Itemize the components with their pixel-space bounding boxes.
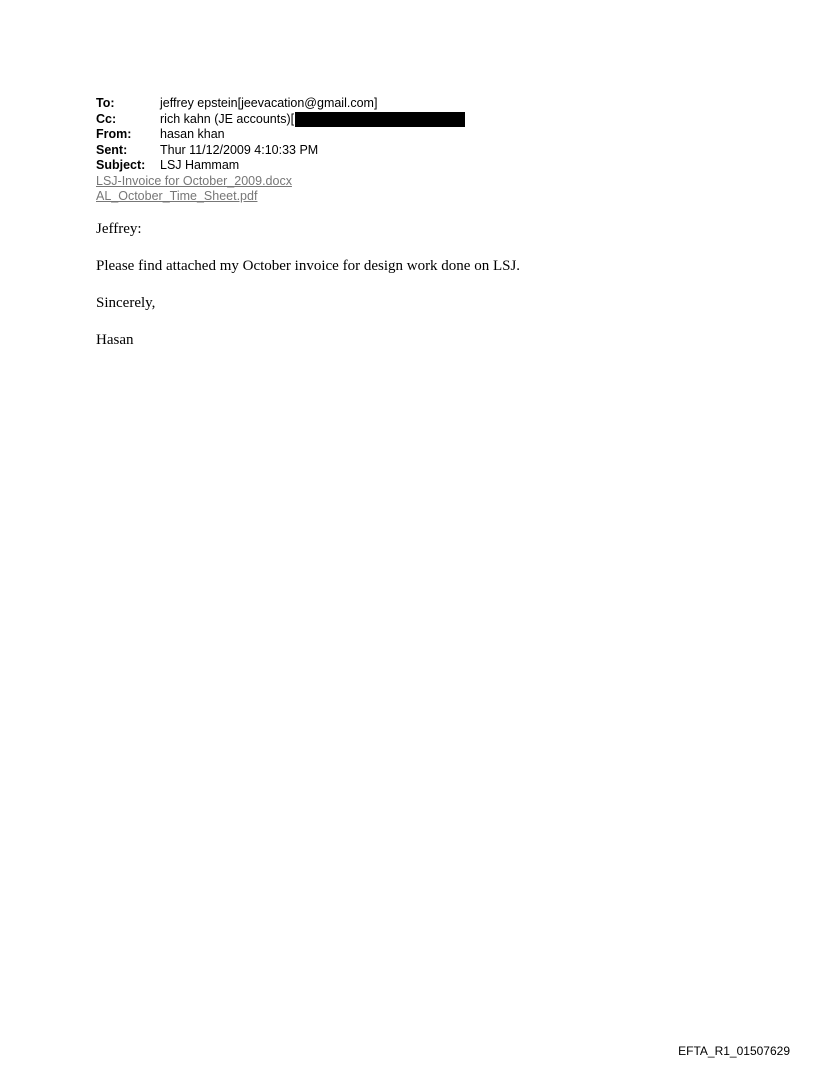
to-row <box>96 96 465 112</box>
attachment-link-timesheet[interactable]: AL_October_Time_Sheet.pdf <box>96 189 258 203</box>
from-row <box>96 127 465 143</box>
subject-value: LSJ Hammam <box>160 158 240 172</box>
subject-label: Subject: <box>96 158 146 172</box>
email-header <box>96 96 465 205</box>
signature: Hasan <box>96 332 134 348</box>
to-label: To: <box>96 96 115 110</box>
body-paragraph: Please find attached my October invoice for design work done on LSJ. <box>96 258 521 274</box>
sent-label: Sent: <box>96 142 128 157</box>
email-body <box>96 220 736 368</box>
subject-row <box>96 158 465 174</box>
sent-value: Thur 11/12/2009 4:10:33 PM <box>160 142 319 157</box>
document-id: EFTA_R1_01507629 <box>678 1044 790 1058</box>
cc-value: rich kahn (JE accounts)[ <box>160 111 295 126</box>
cc-label: Cc: <box>96 111 117 126</box>
greeting: Jeffrey: <box>96 221 142 237</box>
cc-row <box>96 112 465 128</box>
to-value: jeffrey epstein[jeevacation@gmail.com] <box>160 96 378 110</box>
attachment-link-invoice[interactable]: LSJ-Invoice for October_2009.docx <box>96 173 292 188</box>
from-label: From: <box>96 127 132 141</box>
closing: Sincerely, <box>96 295 156 311</box>
sent-row <box>96 143 465 159</box>
from-value: hasan khan <box>160 127 225 141</box>
redaction-block <box>295 112 465 127</box>
